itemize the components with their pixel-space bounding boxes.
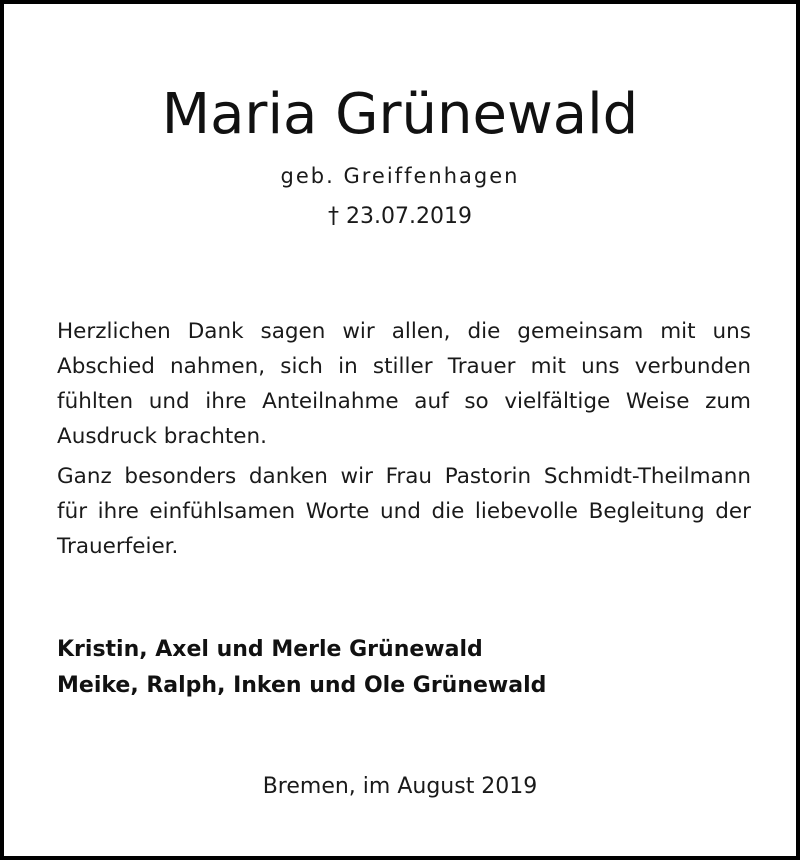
birth-name: geb. Greiffenhagen <box>280 164 520 188</box>
thanks-paragraph: Herzlichen Dank sagen wir allen, die gemeinsam mit uns Abschied nahmen, sich in stiller Trauer mit uns verbunden fühlten und ihre Anteilnahme auf so vielfältige Weise zum Ausdruck brachten. <box>57 319 751 449</box>
signer-line: Meike, Ralph, Inken und Ole Grünewald <box>57 673 547 698</box>
deceased-name: Maria Grünewald <box>161 82 639 147</box>
signer-line: Kristin, Axel und Merle Grünewald <box>57 637 483 662</box>
pastor-thanks-paragraph: Ganz besonders danken wir Frau Pastorin Schmidt-Theilmann für ihre einfühlsamen Worte und die liebevolle Begleitung der Trauerfeier. <box>57 464 751 559</box>
death-date: † 23.07.2019 <box>328 204 472 229</box>
signers-block <box>57 632 546 704</box>
place-and-date: Bremen, im August 2019 <box>262 774 538 799</box>
